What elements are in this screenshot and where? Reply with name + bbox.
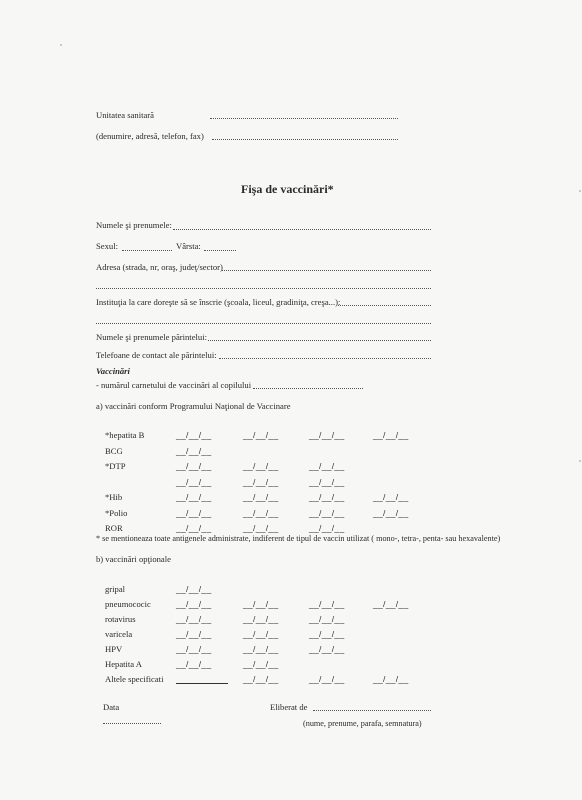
signature-note: (nume, prenume, parafa, semnatura)	[303, 719, 422, 728]
pnv-date-field[interactable]: __/__/__	[176, 523, 212, 533]
health-unit-details-line[interactable]	[212, 139, 398, 140]
optional-date-field[interactable]: __/__/__	[309, 674, 345, 684]
pnv-label: *hepatita B	[105, 430, 145, 440]
vaccination-card-line[interactable]	[253, 388, 363, 389]
health-unit-details-label: (denumire, adresă, telefon, fax)	[96, 131, 204, 141]
other-vaccine-name-line[interactable]	[176, 683, 228, 684]
address-line-2[interactable]	[96, 288, 431, 289]
pnv-date-field[interactable]: __/__/__	[309, 492, 345, 502]
date-line[interactable]	[103, 723, 161, 724]
phones-line[interactable]	[219, 358, 431, 359]
form-title: Fişa de vaccinări*	[241, 182, 334, 196]
optional-label: pneumococic	[105, 599, 151, 609]
pnv-label: *DTP	[105, 461, 126, 471]
name-line[interactable]	[173, 229, 431, 230]
health-unit-label: Unitatea sanitară	[96, 110, 154, 120]
section-b-label: b) vaccinări opţionale	[96, 554, 171, 564]
scan-speck	[579, 460, 581, 462]
pnv-date-field[interactable]: __/__/__	[373, 430, 409, 440]
date-label: Data	[103, 702, 120, 712]
optional-date-field[interactable]: __/__/__	[243, 644, 279, 654]
institution-line[interactable]	[338, 305, 431, 306]
optional-date-field[interactable]: __/__/__	[243, 674, 279, 684]
age-line[interactable]	[204, 250, 236, 251]
antigen-footnote: * se mentioneaza toate antigenele administrate, indiferent de tipul de vaccin utilizat ( mono-, tetra-, penta- sau hexavalente)	[96, 534, 501, 543]
optional-date-field[interactable]: __/__/__	[309, 629, 345, 639]
section-a-label: a) vaccinări conform Programului Naţional de Vaccinare	[96, 401, 291, 411]
optional-label: Altele specificati	[105, 674, 164, 684]
pnv-date-field[interactable]: __/__/__	[176, 507, 212, 518]
pnv-label: *Polio	[105, 507, 128, 518]
optional-date-field[interactable]: __/__/__	[243, 599, 279, 609]
pnv-date-field[interactable]: __/__/__	[243, 430, 279, 440]
optional-label: rotavirus	[105, 614, 136, 624]
pnv-date-field[interactable]: __/__/__	[309, 430, 345, 440]
pnv-date-field[interactable]: __/__/__	[176, 492, 212, 502]
pnv-date-field[interactable]: __/__/__	[373, 507, 409, 518]
pnv-date-field[interactable]: __/__/__	[373, 492, 409, 502]
scan-speck	[579, 190, 581, 192]
pnv-date-field[interactable]: __/__/__	[309, 523, 345, 533]
phones-label: Telefoane de contact ale părintelui:	[96, 350, 217, 360]
pnv-date-field[interactable]: __/__/__	[309, 461, 345, 471]
parents-label: Numele şi prenumele părintelui:	[96, 332, 207, 342]
pnv-label: *Hib	[105, 492, 123, 502]
institution-label: Instituţia la care doreşte să se înscrie (şcoala, liceul, gradiniţa, creşa...):	[96, 297, 341, 307]
pnv-date-field[interactable]: __/__/__	[309, 507, 345, 518]
pnv-date-field[interactable]: __/__/__	[309, 476, 345, 487]
optional-date-field[interactable]: __/__/__	[176, 629, 212, 639]
optional-date-field[interactable]: __/__/__	[176, 599, 212, 609]
pnv-date-field[interactable]: __/__/__	[243, 492, 279, 502]
optional-date-field[interactable]: __/__/__	[176, 584, 212, 594]
pnv-date-field[interactable]: __/__/__	[176, 445, 212, 456]
optional-date-field[interactable]: __/__/__	[176, 644, 212, 654]
optional-date-field[interactable]: __/__/__	[243, 659, 279, 669]
institution-line-2[interactable]	[96, 323, 431, 324]
address-line[interactable]	[222, 270, 431, 271]
name-label: Numele şi prenumele:	[96, 220, 172, 230]
pnv-date-field[interactable]: __/__/__	[243, 476, 279, 487]
optional-date-field[interactable]: __/__/__	[373, 674, 409, 684]
optional-date-field[interactable]: __/__/__	[309, 614, 345, 624]
vaccinations-heading: Vaccinări	[96, 366, 130, 376]
optional-date-field[interactable]: __/__/__	[373, 599, 409, 609]
optional-label: HPV	[105, 644, 123, 654]
scan-speck	[60, 44, 62, 46]
optional-date-field[interactable]: __/__/__	[243, 629, 279, 639]
age-label: Vârsta:	[176, 241, 201, 251]
optional-date-field[interactable]: __/__/__	[243, 614, 279, 624]
pnv-label: BCG	[105, 445, 123, 456]
pnv-date-field[interactable]: __/__/__	[176, 461, 212, 471]
parents-line[interactable]	[208, 340, 431, 341]
optional-date-field[interactable]: __/__/__	[176, 659, 212, 669]
sex-line[interactable]	[122, 250, 172, 251]
optional-label: varicela	[105, 629, 133, 639]
pnv-date-field[interactable]: __/__/__	[176, 430, 212, 440]
sex-label: Sexul:	[96, 241, 118, 251]
pnv-date-field[interactable]: __/__/__	[176, 476, 212, 487]
pnv-date-field[interactable]: __/__/__	[243, 507, 279, 518]
optional-date-field[interactable]: __/__/__	[309, 644, 345, 654]
issued-by-label: Eliberat de	[270, 702, 308, 712]
vaccination-card-label: - numărul carnetului de vaccinări al copilului	[96, 380, 252, 390]
optional-label: gripal	[105, 584, 126, 594]
optional-label: Hepatita A	[105, 659, 142, 669]
optional-date-field[interactable]: __/__/__	[309, 599, 345, 609]
health-unit-line[interactable]	[210, 118, 398, 119]
pnv-label: ROR	[105, 523, 123, 533]
pnv-date-field[interactable]: __/__/__	[243, 523, 279, 533]
optional-date-field[interactable]: __/__/__	[176, 614, 212, 624]
issued-by-line[interactable]	[313, 710, 431, 711]
address-label: Adresa (strada, nr, oraş, judeţ/sector)	[96, 262, 223, 272]
pnv-date-field[interactable]: __/__/__	[243, 461, 279, 471]
